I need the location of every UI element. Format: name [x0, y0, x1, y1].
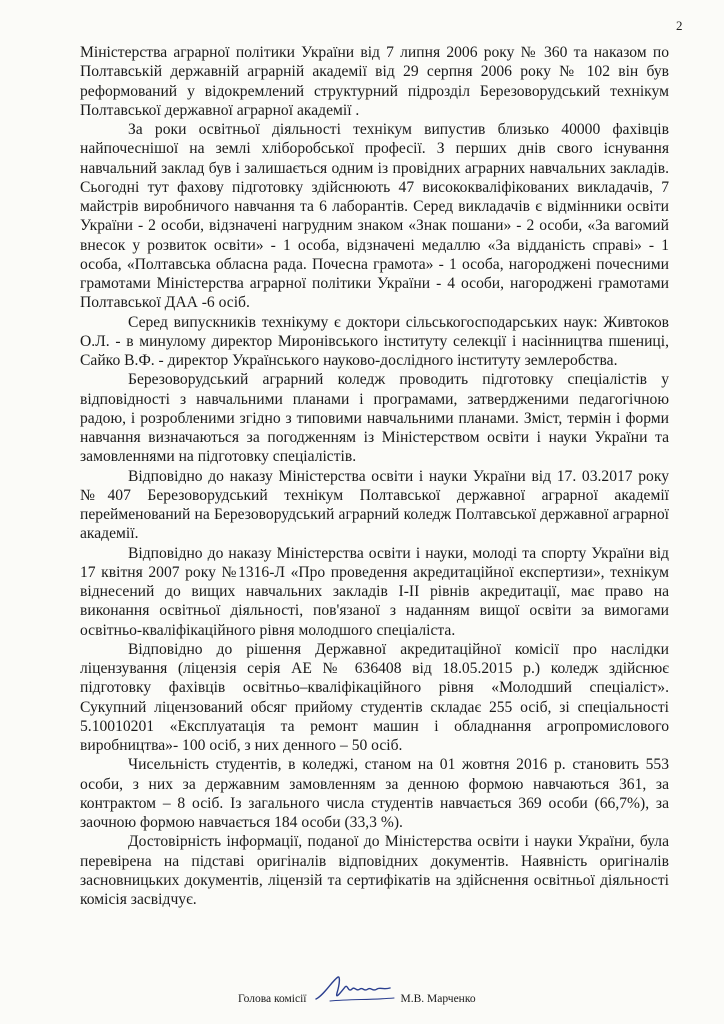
page-number: 2 — [676, 18, 683, 33]
document-body — [80, 43, 669, 909]
paragraph-accreditation: Відповідно до наказу Міністерства освіти і науки, молоді та спорту України від 17 квітня 2007 року №1316-Л «Про проведення акредитаційної експертизи», технікум віднесений до вищих навчальних закладів I-II рівнів акредитації, має право на виконання освітньої діяльності, пов'язаної з наданням вищої освіти за вимогами освітньо-кваліфікаційного рівня молодшого спеціаліста. — [80, 544, 669, 639]
paragraph-training: Березоворудський аграрний коледж проводить підготовку спеціалістів у відповідності з навчальними планами і програмами, затвердженими педагогічною радою, і розробленими згідно з типовими навчальними планами. Зміст, термін і форми навчання визначаються за погодженням із Міністерством освіти і науки України та замовленнями на підготовку спеціалістів. — [80, 371, 669, 466]
paragraph-activity: За роки освітньої діяльності технікум випустив близько 40000 фахівців найпочеснішої на землі хліборобської професії. З перших днів свого існування навчальний заклад був і залишається одним із провідних аграрних навчальних закладів. Сьогодні тут фахову підготовку здійснюють 47 висококваліфікованих викладачів, 7 майстрів виробничого навчання та 6 лаборантів. Серед викладачів є відмінники освіти України - 2 особи, відзначені нагрудним знаком «Знак пошани» - 2 особи, «За вагомий внесок у розвиток освіти» - 1 особа, відзначені медаллю «За відданість справі» - 1 особа, «Полтавська обласна рада. Почесна грамота» - 1 особа, нагороджені почесними грамотами Міністерства аграрної політики України - 4 особи, нагороджені грамотами Полтавської ДАА -6 осіб. — [80, 121, 669, 312]
handwritten-signature — [310, 975, 396, 1005]
paragraph-renaming: Відповідно до наказу Міністерства освіти і науки України від 17. 03.2017 року №407 Березоворудський технікум Полтавської державної аграрної академії перейменований на Березоворудський аграрний коледж Полтавської державної аграрної академії. — [80, 467, 669, 543]
paragraph-alumni: Серед випускників технікуму є доктори сільськогосподарських наук: Живтоков О.Л. - в минулому директор Миронівського інституту селекції і насінництва пшениці, Сайко В.Ф. - директор Українського науково-дослідного інституту землеробства. — [80, 313, 669, 369]
paragraph-reform: Міністерства аграрної політики України від 7 липня 2006 року № 360 та наказом по Полтавській державній аграрній академії від 29 серпня 2006 року № 102 він був реформований у відокремлений структурний підрозділ Березоворудський технікум Полтавської державної аграрної академії . — [80, 44, 669, 119]
signature-stroke — [316, 977, 390, 999]
signature-label: Голова комісії — [238, 993, 307, 1005]
signature-block — [238, 975, 476, 1005]
paragraph-verification: Достовірність інформації, поданої до Міністерства освіти і науки України, була перевірена на підставі оригіналів відповідних документів. Наявність оригіналів засновницьких документів, ліцензій та сертифікатів на здійснення освітньої діяльності комісія засвідчує. — [80, 833, 669, 908]
signature-underline — [330, 998, 394, 1001]
signatory-name: М.В. Марченко — [400, 993, 476, 1005]
paragraph-students: Чисельність студентів, в коледжі, станом на 01 жовтня 2016 р. становить 553 особи, з них за державним замовленням за денною формою навчаються 361, за контрактом – 8 осіб. Із загального числа студентів навчається 369 особи (66,7%), за заочною формою навчається 184 особи (33,3 %). — [80, 756, 669, 831]
paragraph-license: Відповідно до рішення Державної акредитаційної комісії про наслідки ліцензування (ліцензія серія АЕ № 636408 від 18.05.2015 р.) коледж здійснює підготовку фахівців освітньо–кваліфікаційного рівня «Молодший спеціаліст». Сукупний ліцензований обсяг прийому студентів складає 255 осіб, зі спеціальності 5.10010201 «Експлуатація та ремонт машин і обладнання агропромислового виробництва»- 100 осіб, з них денного – 50 осіб. — [80, 640, 669, 754]
